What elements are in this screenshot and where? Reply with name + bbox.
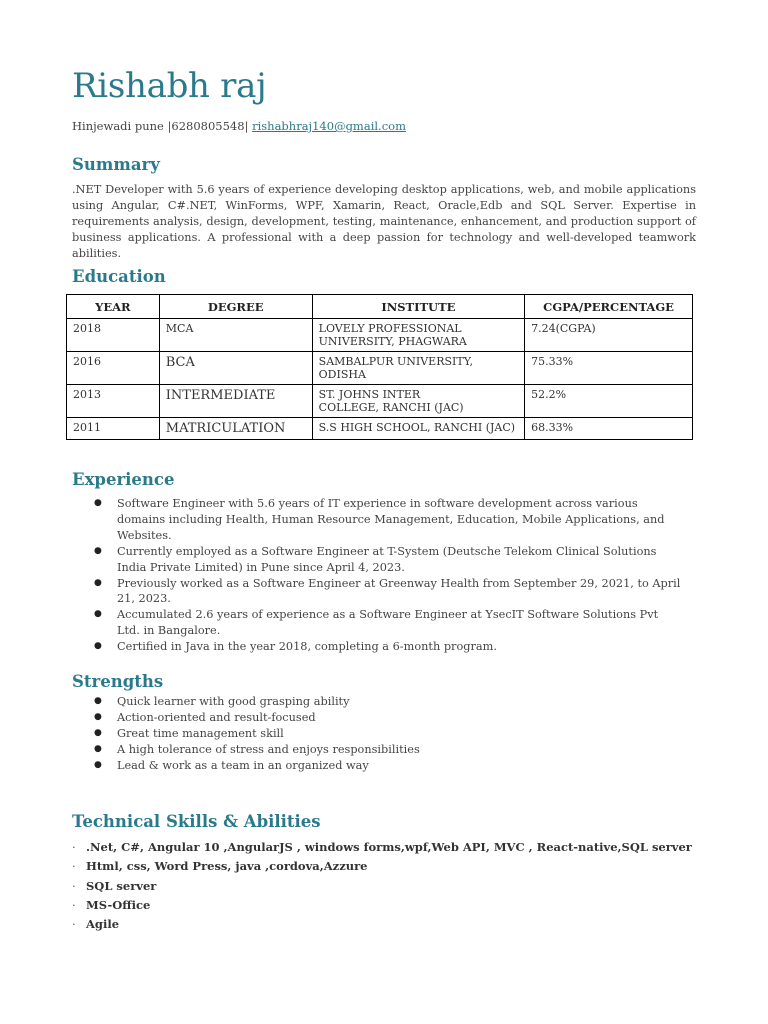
education-table — [66, 294, 693, 440]
list-item: ● Accumulated 2.6 years of experience as a Software Engineer at YsecIT Software Solutions Pvt Ltd. in Bangalore. — [94, 607, 684, 639]
skills-list — [72, 838, 692, 934]
list-item: · MS-Office — [72, 896, 692, 915]
score-cell: 52.2% — [525, 385, 693, 418]
degree-cell: MCA — [159, 319, 312, 352]
contact-details: Hinjewadi pune |6280805548| — [72, 119, 253, 133]
candidate-name: Rishabh raj — [72, 66, 267, 106]
year-cell: 2016 — [67, 352, 160, 385]
summary-text: .NET Developer with 5.6 years of experience developing desktop applications, web, and mobile applications using Angular, C#.NET, WinForms, WPF, Xamarin, React, Oracle,Edb and SQL Server. Expertise in requirements analysis, design, development, testing, maintenance, enhancement, and production support of business applications. A professional with a deep passion for technology and well-developed teamwork abilities. — [72, 183, 696, 260]
list-item: · Agile — [72, 915, 692, 934]
header-institute: INSTITUTE — [312, 295, 524, 319]
institute-line: UNIVERSITY, PHAGWARA — [318, 335, 467, 348]
list-item: · Html, css, Word Press, java ,cordova,Azzure — [72, 857, 692, 876]
degree-cell: INTERMEDIATE — [159, 385, 312, 418]
list-item: · SQL server — [72, 877, 692, 896]
degree-cell: BCA — [159, 352, 312, 385]
institute-cell: S.S HIGH SCHOOL, RANCHI (JAC) — [312, 418, 524, 440]
list-item: ● Lead & work as a team in an organized way — [94, 758, 684, 774]
table-row — [67, 385, 693, 418]
education-header-row — [67, 295, 693, 319]
list-item: · .Net, C#, Angular 10 ,AngularJS , windows forms,wpf,Web API, MVC , React-native,SQL server — [72, 838, 692, 857]
list-item: ● Software Engineer with 5.6 years of IT experience in software development across various domains including Health, Human Resource Management, Education, Mobile Applications, and Websites. — [94, 496, 684, 544]
table-row — [67, 319, 693, 352]
header-degree: DEGREE — [159, 295, 312, 319]
list-item: ● Certified in Java in the year 2018, completing a 6-month program. — [94, 639, 684, 655]
education-heading: Education — [72, 267, 166, 286]
score-cell: 68.33% — [525, 418, 693, 440]
list-item: ● Quick learner with good grasping ability — [94, 694, 684, 710]
table-row — [67, 352, 693, 385]
contact-line — [72, 119, 406, 133]
summary-heading: Summary — [72, 155, 160, 174]
table-row — [67, 418, 693, 440]
score-cell: 7.24(CGPA) — [525, 319, 693, 352]
degree-cell: MATRICULATION — [159, 418, 312, 440]
institute-cell: SAMBALPUR UNIVERSITY, ODISHA — [312, 352, 524, 385]
institute-line: LOVELY PROFESSIONAL — [318, 322, 462, 335]
list-item: ● A high tolerance of stress and enjoys responsibilities — [94, 742, 684, 758]
institute-cell — [312, 319, 524, 352]
strengths-list — [94, 694, 684, 774]
strengths-heading: Strengths — [72, 672, 164, 691]
institute-cell — [312, 385, 524, 418]
year-cell: 2013 — [67, 385, 160, 418]
list-item: ● Currently employed as a Software Engineer at T-System (Deutsche Telekom Clinical Solutions India Private Limited) in Pune since April 4, 2023. — [94, 544, 684, 576]
header-year: YEAR — [67, 295, 160, 319]
skills-heading: Technical Skills & Abilities — [72, 812, 321, 831]
score-cell: 75.33% — [525, 352, 693, 385]
list-item: ● Action-oriented and result-focused — [94, 710, 684, 726]
list-item: ● Previously worked as a Software Engineer at Greenway Health from September 29, 2021, to April 21, 2023. — [94, 576, 684, 608]
year-cell: 2011 — [67, 418, 160, 440]
experience-heading: Experience — [72, 470, 175, 489]
institute-line: COLLEGE, RANCHI (JAC) — [318, 401, 464, 414]
header-score: CGPA/PERCENTAGE — [525, 295, 693, 319]
list-item: ● Great time management skill — [94, 726, 684, 742]
experience-list — [94, 496, 684, 655]
email-link[interactable]: rishabhraj140@gmail.com — [252, 119, 406, 133]
year-cell: 2018 — [67, 319, 160, 352]
institute-line: ST. JOHNS INTER — [318, 388, 421, 401]
